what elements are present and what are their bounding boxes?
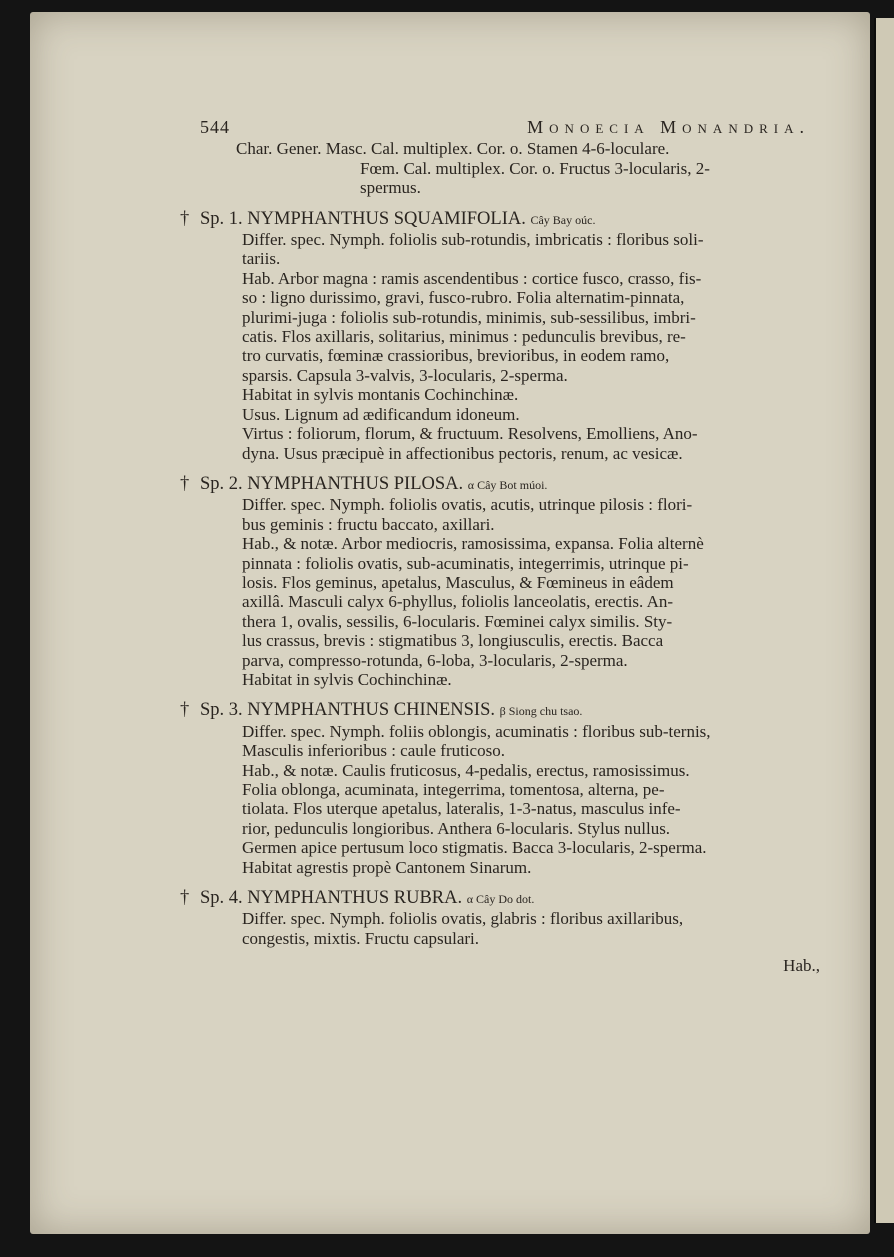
text-line: tiolata. Flos uterque apetalus, lateralis, 1-3-natus, masculus infe- xyxy=(242,799,681,819)
text-line: rior, pedunculis longioribus. Anthera 6-locularis. Stylus nullus. xyxy=(242,818,671,838)
species-title: Sp. 3. NYMPHANTHUS CHINENSIS. xyxy=(200,700,496,721)
species-title: Sp. 1. NYMPHANTHUS SQUAMIFOLIA. xyxy=(200,208,526,229)
page-number: 544 xyxy=(200,117,230,137)
char-gener-line: Fœm. Cal. multiplex. Cor. o. Fructus 3-locularis, 2- xyxy=(360,158,710,178)
text-line: losis. Flos geminus, apetalus, Masculus, & Fœmineus in eâdem xyxy=(242,572,674,592)
species-title: Sp. 4. NYMPHANTHUS RUBRA. xyxy=(200,888,463,909)
species-heading xyxy=(180,473,840,495)
dagger-mark: † xyxy=(180,888,190,909)
text-line: Hab., & notæ. Arbor mediocris, ramosissima, expansa. Folia alternè xyxy=(242,534,704,554)
text-line: axillâ. Masculi calyx 6-phyllus, foliolis lanceolatis, erectis. An- xyxy=(242,592,674,612)
vernacular-name: β Siong chu tsao. xyxy=(499,704,583,719)
text-line: Masculis inferioribus : caule fruticoso. xyxy=(242,741,505,761)
species-heading xyxy=(180,888,840,909)
char-gener-line: spermus. xyxy=(360,178,421,198)
text-line: so : ligno durissimo, gravi, fusco-rubro. Folia alternatim-pinnata, xyxy=(242,288,685,308)
text-line: Virtus : foliorum, florum, & fructuum. Resolvens, Emolliens, Ano- xyxy=(242,424,698,444)
dagger-mark: † xyxy=(180,208,190,229)
vernacular-name: α Cây Do dot. xyxy=(466,892,535,907)
running-title: Monoecia Monandria. xyxy=(527,117,810,137)
dagger-mark: † xyxy=(180,473,190,494)
page-text xyxy=(180,117,840,976)
text-line: dyna. Usus præcipuè in affectionibus pectoris, renum, ac vesicæ. xyxy=(242,443,683,463)
vernacular-name: α Cây Bot múoi. xyxy=(467,477,548,492)
text-line: Habitat agrestis propè Cantonem Sinarum. xyxy=(242,857,532,877)
text-line: plurimi-juga : foliolis sub-rotundis, minimis, sub-sessilibus, imbri- xyxy=(242,307,696,327)
text-line: Germen apice pertusum loco stigmatis. Bacca 3-locularis, 2-sperma. xyxy=(242,838,707,858)
text-line: thera 1, ovalis, sessilis, 6-locularis. Fœminei calyx similis. Sty- xyxy=(242,611,673,631)
running-head xyxy=(200,118,840,137)
text-line: tro curvatis, fœminæ crassioribus, brevioribus, in eodem ramo, xyxy=(242,346,670,366)
text-line: Hab. Arbor magna : ramis ascendentibus : cortice fusco, crasso, fis- xyxy=(242,268,702,288)
catchword: Hab., xyxy=(783,956,820,976)
text-line: Differ. spec. Nymph. foliis oblongis, acuminatis : floribus sub-ternis, xyxy=(242,721,711,741)
text-line: Habitat in sylvis montanis Cochinchinæ. xyxy=(242,385,519,405)
text-line: parva, compresso-rotunda, 6-loba, 3-locularis, 2-sperma. xyxy=(242,650,628,670)
text-line: Differ. spec. Nymph. foliolis ovatis, acutis, utrinque pilosis : flori- xyxy=(242,495,693,515)
text-line: bus geminis : fructu baccato, axillari. xyxy=(242,514,495,534)
text-line: Folia oblonga, acuminata, integerrima, tomentosa, alterna, pe- xyxy=(242,780,665,799)
adjacent-page-edge xyxy=(874,18,894,1223)
vernacular-name: Cây Bay oúc. xyxy=(530,212,596,227)
text-line: Usus. Lignum ad ædificandum idoneum. xyxy=(242,404,520,424)
text-line: Hab., & notæ. Caulis fruticosus, 4-pedalis, erectus, ramosissimus. xyxy=(242,760,690,780)
text-line: lus crassus, brevis : stigmatibus 3, longiusculis, erectis. Bacca xyxy=(242,631,664,651)
species-title: Sp. 2. NYMPHANTHUS PILOSA. xyxy=(200,473,464,494)
text-line: pinnata : foliolis ovatis, sub-acuminatis, integerrimis, utrinque pi- xyxy=(242,553,689,573)
text-line: sparsis. Capsula 3-valvis, 3-locularis, 2-sperma. xyxy=(242,365,568,385)
text-line: Habitat in sylvis Cochinchinæ. xyxy=(242,669,452,689)
text-line: congestis, mixtis. Fructu capsulari. xyxy=(242,928,480,948)
dagger-mark: † xyxy=(180,700,190,721)
text-line: tariis. xyxy=(242,249,281,269)
species-heading xyxy=(180,700,840,721)
species-heading xyxy=(180,208,840,230)
char-gener-line: Char. Gener. Masc. Cal. multiplex. Cor. o. Stamen 4-6-loculare. xyxy=(236,139,670,159)
text-line: Differ. spec. Nymph. foliolis sub-rotundis, imbricatis : floribus soli- xyxy=(242,230,704,250)
text-line: Differ. spec. Nymph. foliolis ovatis, glabris : floribus axillaribus, xyxy=(242,909,684,929)
text-line: catis. Flos axillaris, solitarius, minimus : pedunculis brevibus, re- xyxy=(242,327,686,347)
